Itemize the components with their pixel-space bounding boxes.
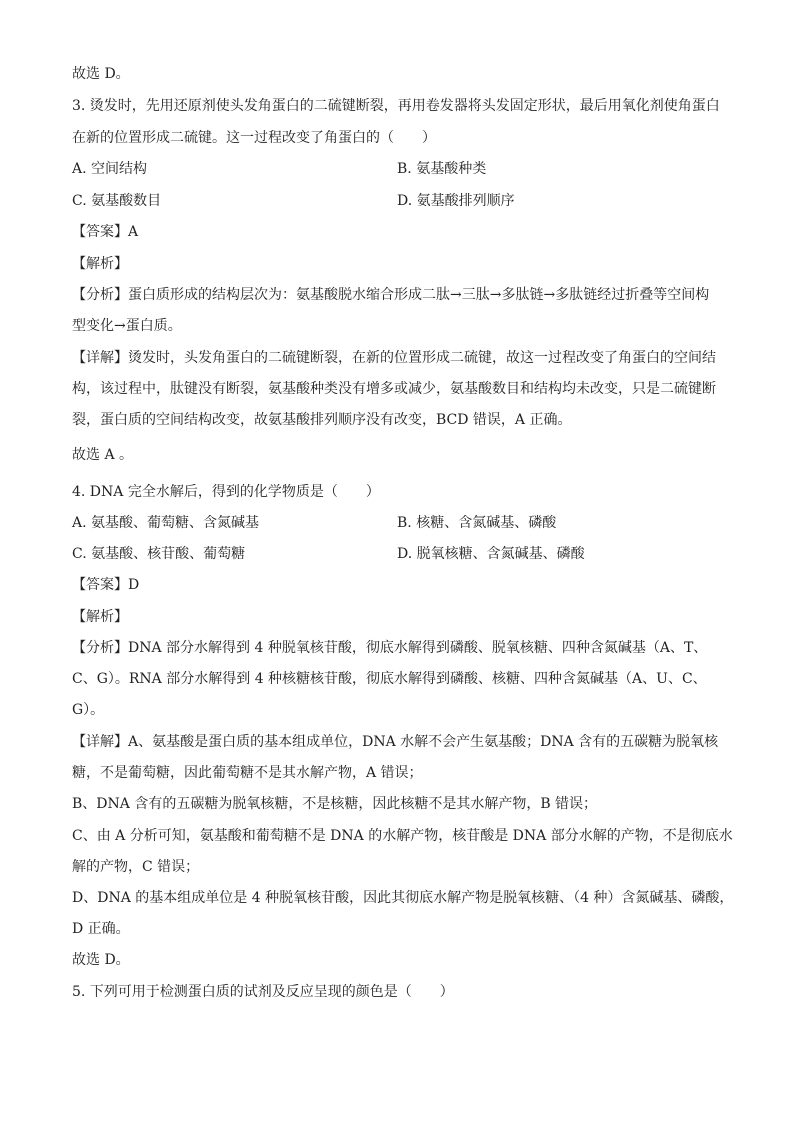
detail-line-5: 解的产物，C 错误； xyxy=(72,859,200,875)
option-c: C. 氨基酸数目 xyxy=(72,193,162,209)
question-4-stem: 4. DNA 完全水解后，得到的化学物质是（ ） xyxy=(72,484,380,500)
analysis-line-2: C、G）。RNA 部分水解得到 4 种核糖核苷酸，彻底水解得到磷酸、核糖、四种含氮碱基（A、U、C、 xyxy=(72,671,707,687)
detail-line-3: 裂，蛋白质的空间结构改变，故氨基酸排列顺序没有改变，BCD 错误，A 正确。 xyxy=(72,412,572,428)
detail-line-1: 【详解】烫发时，头发角蛋白的二硫键断裂，在新的位置形成二硫键，故这一过程改变了角蛋白的空间结 xyxy=(72,350,716,366)
analysis-heading: 【解析】 xyxy=(72,256,128,272)
option-a: A. 空间结构 xyxy=(72,161,148,177)
answer-conclusion: 故选 D。 xyxy=(72,952,130,968)
option-b: B. 核糖、含氮碱基、磷酸 xyxy=(397,515,557,531)
detail-line-2: 糖，不是葡萄糖，因此葡萄糖不是其水解产物，A 错误； xyxy=(72,765,423,781)
analysis-line-1: 【分析】蛋白质形成的结构层次为：氨基酸脱水缩合形成二肽→三肽→多肽链→多肽链经过折叠等空间构 xyxy=(72,287,710,303)
answer-label: 【答案】D xyxy=(72,577,140,593)
detail-line-4: C、由 A 分析可知，氨基酸和葡萄糖不是 DNA 的水解产物，核苷酸是 DNA 部分水解的产物，不是彻底水 xyxy=(72,828,733,844)
option-c: C. 氨基酸、核苷酸、葡萄糖 xyxy=(72,546,246,562)
answer-label: 【答案】A xyxy=(72,224,139,240)
question-4-options-row-1 xyxy=(72,513,722,533)
analysis-line-2: 型变化→蛋白质。 xyxy=(72,318,182,334)
analysis-heading: 【解析】 xyxy=(72,609,128,625)
question-3-stem-line-1: 3. 烫发时，先用还原剂使头发角蛋白的二硫键断裂，再用卷发器将头发固定形状，最后用氧化剂使角蛋白 xyxy=(72,98,720,114)
analysis-line-1: 【分析】DNA 部分水解得到 4 种脱氧核苷酸，彻底水解得到磷酸、脱氧核糖、四种含氮碱基（A、T、 xyxy=(72,640,708,656)
option-d: D. 氨基酸排列顺序 xyxy=(397,193,515,209)
detail-line-2: 构，该过程中，肽键没有断裂，氨基酸种类没有增多或减少，氨基酸数目和结构均未改变，只是二硫键断 xyxy=(72,381,716,397)
option-d: D. 脱氧核糖、含氮碱基、磷酸 xyxy=(397,546,585,562)
detail-line-1: 【详解】A、氨基酸是蛋白质的基本组成单位，DNA 水解不会产生氨基酸；DNA 含有的五碳糖为脱氧核 xyxy=(72,734,719,750)
question-3-options-row-2 xyxy=(72,191,722,211)
option-b: B. 氨基酸种类 xyxy=(397,161,487,177)
answer-conclusion: 故选 D。 xyxy=(72,66,130,82)
detail-line-3: B、DNA 含有的五碳糖为脱氧核糖，不是核糖，因此核糖不是其水解产物，B 错误； xyxy=(72,796,598,812)
question-5-stem: 5. 下列可用于检测蛋白质的试剂及反应呈现的颜色是（ ） xyxy=(72,984,454,1000)
answer-conclusion: 故选 A 。 xyxy=(72,447,134,463)
question-4-options-row-2 xyxy=(72,544,722,564)
detail-line-6: D、DNA 的基本组成单位是 4 种脱氧核苷酸，因此其彻底水解产物是脱氧核糖、（4 种）含氮碱基、磷酸， xyxy=(72,890,734,906)
question-3-options-row-1 xyxy=(72,159,722,179)
question-3-stem-line-2: 在新的位置形成二硫键。这一过程改变了角蛋白的（ ） xyxy=(72,130,436,146)
detail-line-7: D 正确。 xyxy=(72,921,130,937)
option-a: A. 氨基酸、葡萄糖、含氮碱基 xyxy=(72,515,260,531)
analysis-line-3: G）。 xyxy=(72,702,105,718)
